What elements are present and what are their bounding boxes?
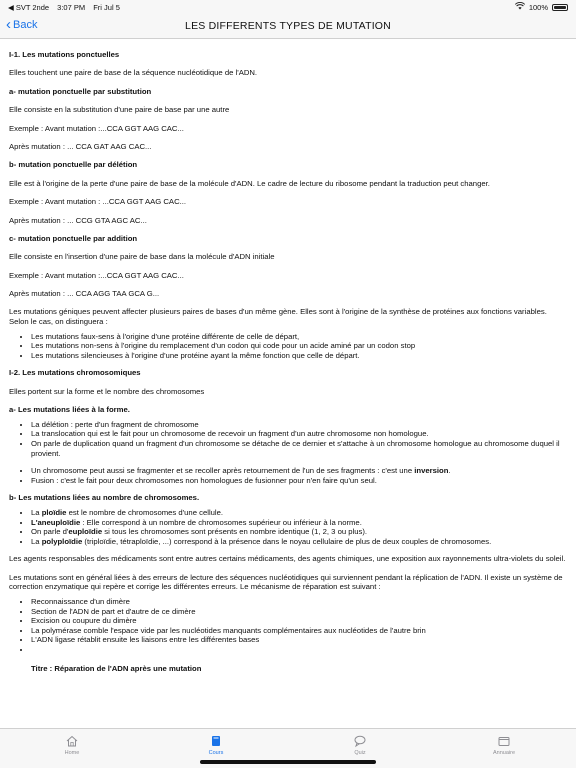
battery-icon — [552, 4, 568, 11]
example-before: Exemple : Avant mutation :...CCA GGT AAG CAC... — [9, 123, 184, 133]
section-heading: I-2. Les mutations chromosomiques — [9, 368, 141, 378]
example-before: Exemple : Avant mutation :...CCA GGT AAG CAC... — [9, 270, 184, 280]
inversion-list — [9, 466, 566, 485]
number-mutations-list — [9, 508, 566, 546]
subsection-heading: b- Les mutations liées au nombre de chromosomes. — [9, 493, 200, 503]
paragraph: Les mutations géniques peuvent affecter plusieurs paires de bases d'un même gène. Elles sont à l'origine de la synthèse de protéines aux fonctions variables. Selon le cas, on distinguera : — [9, 307, 547, 327]
list-item: • Fusion : c'est le fait pour deux chromosomes non homologues de fusionner pour n'en faire qu'un seul. — [31, 476, 566, 486]
book-icon — [209, 734, 223, 748]
tab-label: Cours — [208, 750, 224, 756]
term: polyploïdie — [41, 536, 83, 546]
date-label: Fri Jul 5 — [93, 2, 120, 12]
text: . — [448, 466, 451, 476]
list-item — [31, 527, 566, 537]
back-button[interactable] — [6, 17, 37, 32]
paragraph: Elle consiste en l'insertion d'une paire de base dans la molécule d'ADN initiale — [9, 252, 275, 262]
list-item: • On parle de duplication quand un fragment d'un chromosome se détache de ce dernier et s'attache à un chromosome homologue au chromosome duquel il provient. — [31, 439, 566, 458]
list-item — [31, 508, 566, 518]
list-item: • Section de l'ADN de part et d'autre de ce dimère — [31, 607, 566, 617]
list-item — [31, 537, 566, 547]
subsection-heading: a- mutation ponctuelle par substitution — [9, 86, 152, 96]
list-item: • La polymérase comble l'espace vide par les nucléotides manquants complémentaires aux nucléotides de l'autre brin — [31, 626, 566, 636]
battery-percent: 100% — [528, 2, 548, 12]
home-indicator — [200, 760, 376, 764]
status-bar — [0, 0, 576, 14]
text: (triploïdie, tétraploïdie, ...) correspond à la présence dans le noyau cellulaire de plus de deux couples de chromosomes. — [82, 536, 492, 546]
example-before: Exemple : Avant mutation : ...CCA GGT AAG CAC... — [9, 197, 187, 207]
list-item: • L'ADN ligase rétablit ensuite les liaisons entre les différentes bases — [31, 635, 566, 645]
list-item — [31, 518, 566, 528]
subsection-heading: b- mutation ponctuelle par délétion — [9, 160, 138, 170]
back-label: Back — [13, 18, 38, 31]
chat-bubble-icon — [353, 734, 367, 748]
carrier-label: ◀ SVT 2nde — [8, 2, 50, 12]
chevron-left-icon: ‹ — [6, 16, 11, 33]
text: si tous les chromosomes sont présents en nombre identique (1, 2, 3 ou plus). — [102, 527, 368, 537]
navigation-bar — [0, 14, 576, 39]
paragraph: Elle est à l'origine de la perte d'une paire de base de la molécule d'ADN. Le cadre de lecture du ribosome pendant la traduction peut changer. — [9, 178, 490, 188]
page-title: LES DIFFERENTS TYPES DE MUTATION — [185, 20, 391, 32]
paragraph: Les mutations sont en général liées à des erreurs de lecture des séquences nucléotidiques qui surviennent pendant la réplication de l'ADN. Il existe un système de correction enzymatique qui repère et corrige les différentes erreurs. Le mécanisme de réparation est suivant : — [9, 572, 563, 592]
paragraph: Les agents responsables des médicaments sont entre autres certains médicaments, des agents chimiques, une exposition aux rayonnements ultra-violets du soleil. — [9, 554, 566, 564]
paragraph: Elle consiste en la substitution d'une paire de base par une autre — [9, 105, 230, 115]
list-item — [31, 466, 566, 476]
term: ploïdie — [41, 507, 67, 517]
list-item: • Excision ou coupure du dimère — [31, 616, 566, 626]
list-item: • Les mutations silencieuses à l'origine d'une protéine ayant la même fonction que celle de départ. — [31, 351, 566, 361]
text: On parle d' — [31, 527, 69, 537]
example-after: Après mutation : ... CCA AGG TAA GCA G... — [9, 289, 160, 299]
document-content — [9, 50, 566, 683]
paragraph: Elles touchent une paire de base de la séquence nucléotidique de l'ADN. — [9, 68, 258, 78]
list-item: • Les mutations non-sens à l'origine du remplacement d'un codon qui code pour un acide aminé par un codon stop — [31, 341, 566, 351]
subsection-heading: a- Les mutations liées à la forme. — [9, 405, 130, 415]
list-item: • Les mutations faux-sens à l'origine d'une protéine différente de celle de départ, — [31, 332, 566, 342]
list-item — [31, 645, 566, 655]
shape-mutations-list — [9, 420, 566, 458]
text: est le nombre de chromosomes d'une cellule. — [66, 507, 224, 517]
folder-icon — [497, 734, 511, 748]
mutation-types-list — [9, 332, 566, 361]
example-after: Après mutation : ... CCA GAT AAG CAC... — [9, 141, 152, 151]
text: La — [31, 507, 42, 517]
text: Un chromosome peut aussi se fragmenter et se recoller après retournement de l'un de ses fragments : c'est une — [31, 466, 415, 476]
list-item: • La translocation qui est le fait pour un chromosome de recevoir un fragment d'un autre chromosome non homologue. — [31, 429, 566, 439]
section-heading: I-1. Les mutations ponctuelles — [9, 50, 120, 59]
tab-home[interactable] — [0, 729, 144, 768]
time-label: 3:07 PM — [57, 2, 86, 12]
tab-label: Quiz — [354, 750, 366, 756]
term: inversion — [414, 466, 449, 476]
figure-title: Titre : Réparation de l'ADN après une mutation — [31, 664, 202, 674]
home-icon — [65, 734, 79, 748]
repair-steps-list — [9, 597, 566, 655]
list-item: • La délétion : perte d'un fragment de chromosome — [31, 420, 566, 430]
text: : Elle correspond à un nombre de chromosomes supérieur ou inférieur à la norme. — [80, 517, 362, 527]
tab-annuaire[interactable] — [432, 729, 576, 768]
example-after: Après mutation : ... CCG GTA AGC AC... — [9, 215, 147, 225]
text: La — [31, 536, 42, 546]
tab-label: Annuaire — [492, 750, 516, 756]
list-item: • Reconnaissance d'un dimère — [31, 597, 566, 607]
paragraph: Elles portent sur la forme et le nombre des chromosomes — [9, 386, 205, 396]
tab-label: Home — [64, 750, 80, 756]
subsection-heading: c- mutation ponctuelle par addition — [9, 233, 138, 243]
term: euploïdie — [68, 527, 103, 537]
term: L'aneuploïdie — [31, 517, 81, 527]
wifi-icon — [515, 2, 525, 12]
